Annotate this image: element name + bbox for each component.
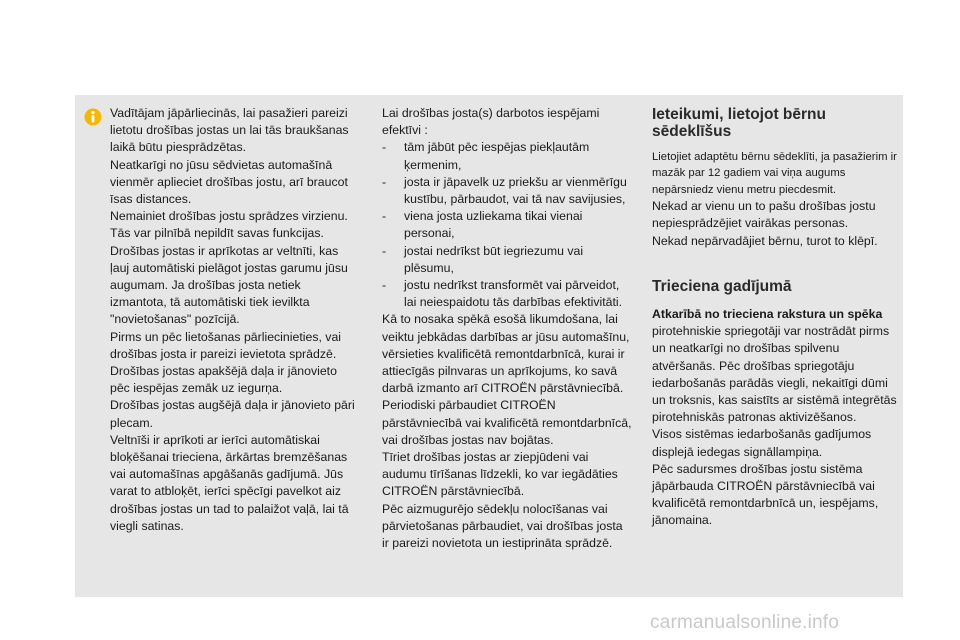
watermark: carmanualsonline.info xyxy=(650,612,840,633)
paragraph: Nemainiet drošības jostu sprādzes virzienu. Tās var pilnībā nepildīt savas funkcijas. xyxy=(110,209,348,241)
paragraph: Drošības jostas ir aprīkotas ar veltnīti, kas ļauj automātiski pielāgot jostas garumu jūsu augumam. Ja drošības josta netiek izmantota, tā automātiski tiek ievilkta "novietošanas" pozīcijā. xyxy=(110,243,348,327)
section-heading: Trieciena gadījumā xyxy=(652,277,792,295)
paragraph: Pirms un pēc lietošanas pārliecinieties, vai drošības josta ir pareizi ievietota sprādzē. xyxy=(110,329,342,361)
paragraph: Vadītājam jāpārliecinās, lai pasažieri pareizi lietotu drošības jostas un lai tās braukšanas laikā būtu piesprādzētas. xyxy=(110,106,349,155)
paragraph: Drošības jostas augšējā daļa ir jānovieto pāri plecam. xyxy=(110,398,355,430)
list-item-text: viena josta uzliekama tikai vienai personai, xyxy=(404,209,583,241)
paragraph: Pēc aizmugurējo sēdekļu nolocīšanas vai pārvietošanas pārbaudiet, vai drošības josta ir pareizi novietota un iestiprināta sprādzē. xyxy=(382,501,623,551)
bullet-dash: - xyxy=(382,174,387,189)
list-item xyxy=(382,174,632,208)
list-item xyxy=(382,277,632,311)
bullet-dash: - xyxy=(382,278,387,293)
paragraph: Nekad ar vienu un to pašu drošības jostu nepiesprādzējiet vairākas personas. xyxy=(652,199,876,231)
warning-column xyxy=(110,105,360,535)
info-icon xyxy=(84,108,102,126)
list-item-text: jostu nedrīkst transformēt vai pārveidot, lai neiespaidotu tās darbības efektivitāti. xyxy=(404,278,623,310)
paragraph: Veltnīši ir aprīkoti ar ierīci automātiskai bloķēšanai trieciena, ārkārtas bremzēšanas vai automašīnas apgāšanās gadījumā. Jūs varat to atbloķēt, ierīci spēcīgi pavelkot aiz drošības jostas un tad to palaižot vaļā, lai tā viegli satinas. xyxy=(110,432,349,533)
bullet-dash: - xyxy=(382,243,387,258)
paragraph: Lietojiet adaptētu bērnu sēdeklīti, ja pasažierim ir mazāk par 12 gadiem vai viņa augums nepārsniedz vienu metru piecdesmit. xyxy=(652,151,897,196)
list-item-text: jostai nedrīkst būt iegriezumu vai plēsumu, xyxy=(404,243,584,275)
bullet-dash: - xyxy=(382,140,387,155)
paragraph: Pēc sadursmes drošības jostu sistēma jāpārbauda CITROËN pārstāvniecībā vai kvalificētā remontdarbnīcā un, iespējams, jānomaina. xyxy=(652,461,879,528)
section-heading: Ieteikumi, lietojot bērnu sēdeklīšus xyxy=(652,106,826,140)
intro-text: Lai drošības josta(s) darbotos iespējami efektīvi : xyxy=(382,106,600,138)
bold-lead: Atkarībā no trieciena rakstura un spēka xyxy=(652,307,883,322)
belt-tips-column xyxy=(382,105,632,552)
paragraph: Visos sistēmas iedarbošanās gadījumos displejā iedegas signāllampiņa. xyxy=(652,427,872,459)
paragraph: pirotehniskie spriegotāji var nostrādāt pirms un neatkarīgi no drošības spilvenu atvēršanās. Pēc drošības spriegotāju iedarbošanās parādās viegli, nekaitīgi dūmi un troksnis, kas saistīts ar sistēmā integrētās pirotehniskās patronas aktivizēšanos. xyxy=(652,324,897,425)
list-item xyxy=(382,208,632,242)
paragraph: Tīriet drošības jostas ar ziepjūdeni vai audumu tīrīšanas līdzekli, ko var iegādāties CITROËN pārstāvniecībā. xyxy=(382,450,618,499)
list-item-text: tām jābūt pēc iespējas piekļautām ķermenim, xyxy=(404,140,590,172)
paragraph: Periodiski pārbaudiet CITROËN pārstāvniecībā vai kvalificētā remontdarbnīcā, vai drošības jostas nav bojātas. xyxy=(382,398,632,447)
child-seat-column xyxy=(652,105,897,530)
list-item xyxy=(382,243,632,277)
list-item-text: josta ir jāpavelk uz priekšu ar vienmērīgu kustību, pārbaudot, vai tā nav savijusies, xyxy=(404,174,627,207)
paragraph: Kā to nosaka spēkā esošā likumdošana, lai veiktu jebkādas darbības ar jūsu automašīnu, vērsieties kvalificētā remontdarbnīcā, kurai ir attiecīgās pilnvaras un aprīkojums, ko savā darbā izmanto arī CITROËN pārstāvniecībā. xyxy=(382,312,630,396)
paragraph: Nekad nepārvadājiet bērnu, turot to klēpī. xyxy=(652,233,878,248)
list-item xyxy=(382,139,632,173)
paragraph: Drošības jostas apakšējā daļa ir jānovieto pēc iespējas zemāk uz iegurņa. xyxy=(110,364,337,396)
bullet-dash: - xyxy=(382,209,387,224)
paragraph: Neatkarīgi no jūsu sēdvietas automašīnā vienmēr aplieciet drošības jostu, arī braucot īsas distances. xyxy=(110,157,348,207)
